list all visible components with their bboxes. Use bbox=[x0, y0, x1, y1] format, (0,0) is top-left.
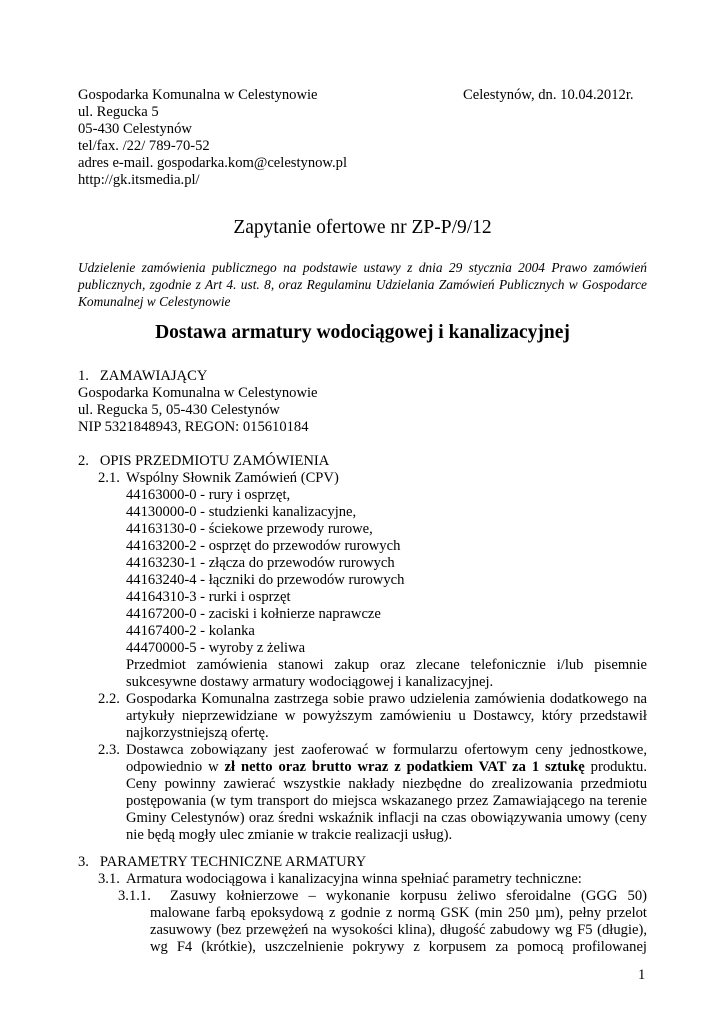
section-1-line: NIP 5321848943, REGON: 015610184 bbox=[78, 419, 309, 435]
legal-basis-line: Komunalnej w Celestynowie bbox=[78, 294, 231, 309]
cpv-code-item: 44163000-0 - rury i osprzęt, bbox=[126, 487, 291, 503]
section-2-3-pre: odpowiednio w bbox=[126, 759, 225, 775]
org-website: http://gk.itsmedia.pl/ bbox=[78, 172, 200, 188]
section-3-1-number: 3.1. bbox=[98, 871, 120, 887]
section-2-1-number: 2.1. bbox=[98, 470, 120, 486]
section-3-1-1-number: 3.1.1. bbox=[118, 888, 151, 904]
cpv-code-item: 44163130-0 - ściekowe przewody rurowe, bbox=[126, 521, 373, 537]
section-2-3-line: nie będą mogły ulec zmianie w trakcie realizacji usług). bbox=[126, 827, 453, 843]
page-number: 1 bbox=[638, 967, 646, 983]
section-2-heading: 2. OPIS PRZEDMIOTU ZAMÓWIENIA bbox=[78, 453, 330, 469]
section-1-heading: 1. ZAMAWIAJĄCY bbox=[78, 368, 208, 384]
section-1-line: ul. Regucka 5, 05-430 Celestynów bbox=[78, 402, 280, 418]
legal-basis-line: publicznych, zgodnie z Art 4. ust. 8, oraz Regulaminu Udzielania Zamówień Publicznych w Gospodarce bbox=[78, 277, 647, 292]
cpv-code-item: 44163200-2 - osprzęt do przewodów rurowych bbox=[126, 538, 401, 554]
section-2-3-line-with-bold bbox=[126, 759, 647, 776]
section-2-1-paragraph: Przedmiot zamówienia stanowi zakup oraz zlecane telefonicznie i/lub pisemnie bbox=[126, 657, 647, 673]
cpv-code-item: 44164310-3 - rurki i osprzęt bbox=[126, 589, 291, 605]
section-2-3-number: 2.3. bbox=[98, 742, 120, 758]
section-2-2-line: najkorzystniejszą ofertę. bbox=[126, 725, 269, 741]
section-2-3-line: Dostawca zobowiązany jest zaoferować w formularzu ofertowym ceny jednostkowe, bbox=[126, 742, 647, 758]
section-3-1-1-line: zasuwowy (bez przewężeń na wysokości klina), długość zabudowy wg F5 (długie), bbox=[150, 922, 647, 938]
org-name: Gospodarka Komunalna w Celestynowie bbox=[78, 87, 318, 103]
org-street: ul. Regucka 5 bbox=[78, 104, 159, 120]
section-2-3-line: Gminy Celestynów) oraz średni wskaźnik inflacji na czas obowiązywania umowy (ceny bbox=[126, 810, 647, 826]
subject-title: Dostawa armatury wodociągowej i kanalizacyjnej bbox=[155, 322, 570, 343]
section-2-2-number: 2.2. bbox=[98, 691, 120, 707]
cpv-code-item: 44167400-2 - kolanka bbox=[126, 623, 255, 639]
section-3-1-text: Armatura wodociągowa i kanalizacyjna winna spełniać parametry techniczne: bbox=[126, 871, 582, 887]
section-3-1-1-line: Zasuwy kołnierzowe – wykonanie korpusu żeliwo sferoidalne (GGG 50) bbox=[170, 888, 647, 904]
org-postcode-city: 05-430 Celestynów bbox=[78, 121, 192, 137]
section-2-3-post: produktu. bbox=[590, 759, 648, 775]
cpv-code-item: 44470000-5 - wyroby z żeliwa bbox=[126, 640, 306, 656]
section-2-3-line: postępowania (w tym transport do miejsca wskazanego przez Zamawiającego na terenie bbox=[126, 793, 647, 809]
section-2-2-line: artykuły nieprzewidziane w powyższym zamówieniu u Dostawcy, który przedstawił bbox=[126, 708, 647, 724]
org-telfax: tel/fax. /22/ 789-70-52 bbox=[78, 138, 210, 154]
legal-basis-line: Udzielenie zamówienia publicznego na podstawie ustawy z dnia 29 stycznia 2004 Prawo zamówień bbox=[78, 260, 647, 275]
cpv-code-item: 44130000-0 - studzienki kanalizacyjne, bbox=[126, 504, 357, 520]
section-3-1-1-line: malowane farbą epoksydową z godnie z normą GSK (min 250 µm), pełny przelot bbox=[150, 905, 647, 921]
section-2-3-line: Ceny powinny zawierać wszystkie nakłady niezbędne do zrealizowania przedmiotu bbox=[126, 776, 647, 792]
doc-title: Zapytanie ofertowe nr ZP-P/9/12 bbox=[233, 217, 492, 238]
cpv-code-item: 44163230-1 - złącza do przewodów rurowych bbox=[126, 555, 395, 571]
place-date: Celestynów, dn. 10.04.2012r. bbox=[463, 87, 634, 103]
price-requirement-bold: zł netto oraz brutto wraz z podatkiem VAT za 1 sztukę bbox=[224, 759, 585, 775]
cpv-code-item: 44163240-4 - łączniki do przewodów rurowych bbox=[126, 572, 405, 588]
section-1-line: Gospodarka Komunalna w Celestynowie bbox=[78, 385, 318, 401]
section-3-1-1-line: wg F4 (krótkie), uszczelnienie pokrywy z korpusem za pomocą profilowanej bbox=[150, 939, 647, 955]
section-2-1-paragraph: sukcesywne dostawy armatury wodociągowej i kanalizacyjnej. bbox=[126, 674, 494, 690]
section-2-2-line: Gospodarka Komunalna zastrzega sobie prawo udzielenia zamówienia dodatkowego na bbox=[126, 691, 647, 707]
section-3-heading: 3. PARAMETRY TECHNICZNE ARMATURY bbox=[78, 854, 367, 870]
section-2-1-title: Wspólny Słownik Zamówień (CPV) bbox=[126, 470, 339, 486]
org-email: adres e-mail. gospodarka.kom@celestynow.pl bbox=[78, 155, 348, 171]
cpv-code-item: 44167200-0 - zaciski i kołnierze naprawcze bbox=[126, 606, 381, 622]
